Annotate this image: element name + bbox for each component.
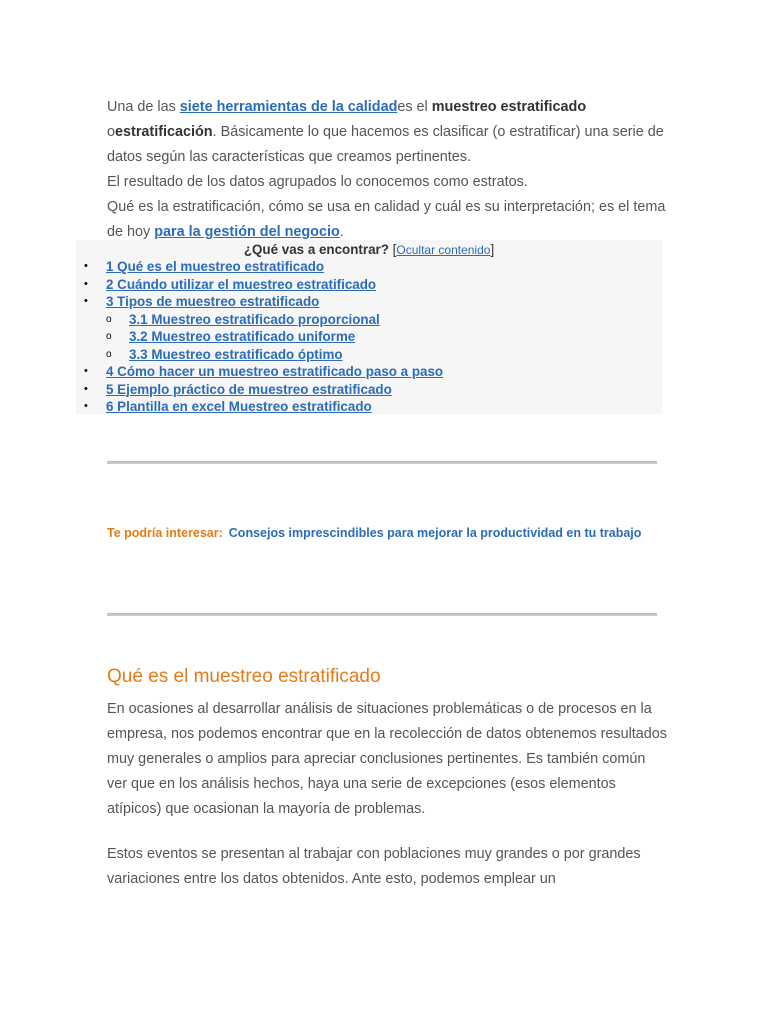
- toc-item: [76, 381, 662, 399]
- intro-text-span: .: [339, 224, 344, 240]
- bold-term: estratificación: [115, 124, 213, 140]
- bullet-icon: •: [84, 295, 88, 307]
- bullet-icon: •: [84, 400, 88, 412]
- intro-paragraph-2: El resultado de los datos agrupados lo conocemos como estratos.: [107, 174, 528, 190]
- intro-text: [107, 95, 667, 245]
- hide-contents-link[interactable]: Ocultar contenido: [396, 243, 491, 257]
- circle-bullet-icon: o: [106, 348, 112, 360]
- seven-quality-tools-link[interactable]: siete herramientas de la calidad: [179, 99, 398, 115]
- business-management-link[interactable]: para la gestión del negocio: [154, 224, 340, 240]
- bracket: [: [388, 242, 397, 257]
- intro-text-span: Qué es la estratificación, cómo se usa en calidad y cuál es su interpretación; es el tema de hoy: [107, 199, 666, 240]
- intro-paragraph-1: [107, 95, 667, 170]
- toc-subitem: [76, 328, 662, 346]
- circle-bullet-icon: o: [106, 313, 112, 325]
- toc-item: [76, 293, 662, 311]
- toc-title: ¿Qué vas a encontrar?: [243, 242, 389, 257]
- body-paragraph-2: Estos eventos se presentan al trabajar con poblaciones muy grandes o por grandes variaciones entre los datos obtenidos. Ante esto, podemos emplear un: [107, 846, 641, 887]
- intro-text-span: o: [107, 124, 116, 140]
- toc-list: [76, 258, 662, 416]
- toc-subitem: [76, 311, 662, 329]
- horizontal-divider: [107, 461, 657, 464]
- toc-link[interactable]: 3.1 Muestreo estratificado proporcional: [129, 311, 380, 327]
- related-article-link[interactable]: Consejos imprescindibles para mejorar la productividad en tu trabajo: [228, 526, 642, 540]
- toc-link[interactable]: 2 Cuándo utilizar el muestreo estratificado: [106, 276, 377, 292]
- circle-bullet-icon: o: [106, 331, 112, 342]
- toc-item: [76, 398, 662, 416]
- toc-link[interactable]: 3.2 Muestreo estratificado uniforme: [129, 329, 356, 344]
- bullet-icon: •: [84, 382, 88, 395]
- intro-text-span: es el: [397, 99, 432, 115]
- intro-paragraph-3: [107, 195, 667, 245]
- bold-term: muestreo estratificado: [431, 99, 587, 115]
- toc-toggle-wrapper: [389, 242, 494, 257]
- intro-text-span: . Básicamente lo que hacemos es clasificar (o estratificar) una serie de datos según las características que creamos pertinentes.: [107, 124, 664, 165]
- toc-link[interactable]: 6 Plantilla en excel Muestreo estratificado: [106, 399, 372, 414]
- bullet-icon: •: [84, 277, 88, 290]
- horizontal-divider: [107, 613, 657, 616]
- bullet-icon: •: [84, 260, 88, 272]
- toc-link[interactable]: 1 Qué es el muestreo estratificado: [106, 259, 325, 274]
- toc-subitem: [76, 346, 662, 364]
- related-label: Te podría interesar:: [107, 526, 223, 540]
- bracket: ]: [490, 242, 495, 257]
- toc-link[interactable]: 3 Tipos de muestreo estratificado: [106, 294, 320, 309]
- bullet-icon: •: [84, 365, 88, 377]
- table-of-contents: [76, 240, 662, 414]
- toc-link[interactable]: 4 Cómo hacer un muestreo estratificado paso a paso: [106, 364, 444, 379]
- related-article: [107, 521, 667, 546]
- toc-header: [76, 241, 662, 260]
- toc-link[interactable]: 5 Ejemplo práctico de muestreo estratificado: [106, 381, 392, 397]
- toc-link[interactable]: 3.3 Muestreo estratificado óptimo: [129, 346, 343, 362]
- intro-text-span: Una de las: [107, 99, 180, 115]
- toc-item: [76, 276, 662, 294]
- toc-item: [76, 258, 662, 276]
- body-paragraph-1: En ocasiones al desarrollar análisis de situaciones problemáticas o de procesos en la empresa, nos podemos encontrar que en la recolección de datos obtenemos resultados muy generales o amplios para apreciar conclusiones pertinentes. Es también común ver que en los análisis hechos, haya una serie de excepciones (esos elementos atípicos) que ocasionan la mayoría de problemas.: [107, 701, 667, 817]
- section-heading: Qué es el muestreo estratificado: [107, 666, 381, 687]
- toc-item: [76, 363, 662, 381]
